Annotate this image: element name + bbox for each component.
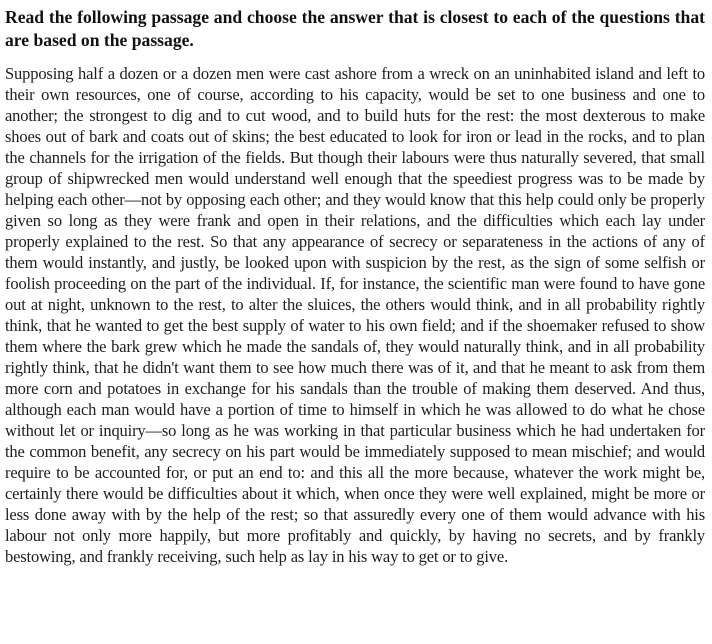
question-instructions: Read the following passage and choose the answer that is closest to each of the questions that are based on the passage.	[5, 7, 705, 50]
reading-passage: Supposing half a dozen or a dozen men were cast ashore from a wreck on an uninhabited island and left to their own resources, one of course, according to his capacity, would be set to one business and one to another; the strongest to dig and to cut wood, and to build huts for the rest: the most dexterous to make shoes out of bark and coats out of skins; the best educated to look for iron or lead in the rocks, and to plan the channels for the irrigation of the fields. But though their labours were thus naturally severed, that small group of shipwrecked men would understand well enough that the speediest progress was to be made by helping each other—not by opposing each other; and they would know that this help could only be properly given so long as they were frank and open in their relations, and the difficulties which each lay under properly explained to the rest. So that any appearance of secrecy or separateness in the actions of any of them would instantly, and justly, be looked upon with suspicion by the rest, as the sign of some selfish or foolish proceeding on the part of the individual. If, for instance, the scientific man were found to have gone out at night, unknown to the rest, to alter the sluices, the others would think, and in all probability rightly think, that he wanted to get the best supply of water to his own field; and if the shoemaker refused to show them where the bark grew which he made the sandals of, they would naturally think, and in all probability rightly think, that he didn't want them to see how much there was of it, and that he meant to ask from them more corn and potatoes in exchange for his sandals than the trouble of making them deserved. And thus, although each man would have a portion of time to himself in which he was allowed to do what he chose without let or inquiry—so long as he was working in that particular business which he had undertaken for the common benefit, any secrecy on his part would be immediately supposed to mean mischief; and would require to be accounted for, or put an end to: and this all the more because, whatever the work might be, certainly there would be difficulties about it which, when once they were well explained, might be more or less done away with by the help of the rest; so that assuredly every one of them would advance with his labour not only more happily, but more profitably and quickly, by having no secrets, and by frankly bestowing, and frankly receiving, such help as lay in his way to get or to give.	[5, 64, 705, 566]
reading-comprehension-page	[5, 6, 705, 567]
